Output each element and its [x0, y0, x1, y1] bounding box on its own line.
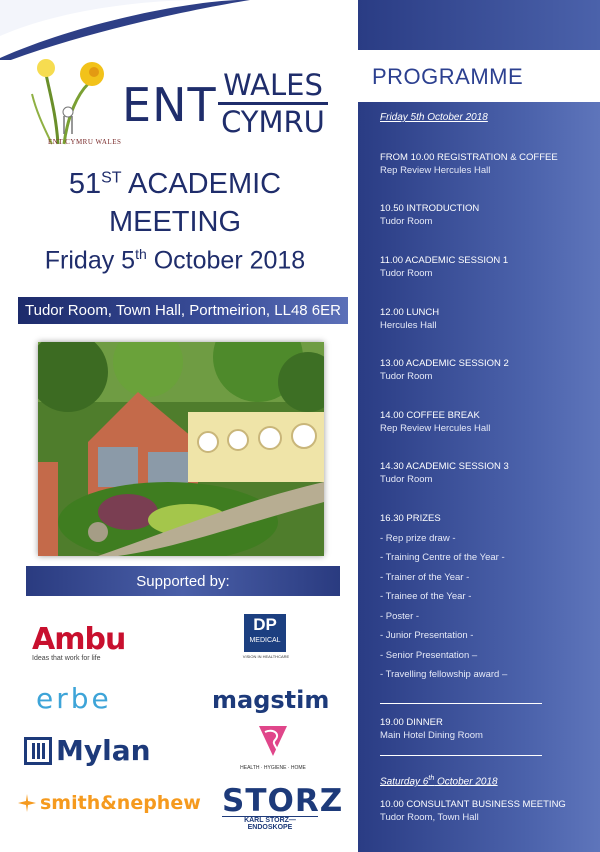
prize-item: - Senior Presentation –	[380, 650, 478, 661]
ambu-tagline: Ideas that work for life	[32, 655, 101, 662]
meeting-date-suffix: th	[135, 246, 147, 262]
item-session1-sub: Tudor Room	[380, 268, 433, 279]
venue-photo	[38, 342, 324, 556]
item-session3-head: 14.30 ACADEMIC SESSION 3	[380, 461, 509, 472]
dp-medical-box	[244, 614, 286, 652]
meeting-date	[0, 246, 350, 275]
ambu-wordmark: Ambu	[32, 622, 126, 657]
prize-item: - Poster -	[380, 611, 420, 622]
business-meeting-head: 10.00 CONSULTANT BUSINESS MEETING	[380, 799, 566, 810]
item-introduction-sub: Tudor Room	[380, 216, 433, 227]
ambu-logo	[32, 622, 125, 662]
meeting-date-day: Friday 5	[44, 246, 136, 275]
meeting-number-suffix: ST	[101, 169, 122, 187]
day1-date: Friday 5th October 2018	[380, 112, 488, 123]
storz-tagline: KARL STORZ—ENDOSKOPE	[222, 816, 318, 831]
item-registration-sub: Rep Review Hercules Hall	[380, 165, 491, 176]
dp-tagline: VISION IN HEALTHCARE	[242, 654, 290, 659]
cymru-word: CYMRU	[221, 105, 325, 139]
rb-swirl-icon	[253, 724, 293, 758]
prizes-head: 16.30 PRIZES	[380, 513, 441, 524]
item-lunch-sub: Hercules Hall	[380, 320, 437, 331]
venue-banner: Tudor Room, Town Hall, Portmeirion, LL48 6ER	[18, 297, 348, 324]
meeting-number: 51	[68, 168, 102, 200]
item-coffee-head: 14.00 COFFEE BREAK	[380, 410, 480, 421]
dinner-head: 19.00 DINNER	[380, 717, 443, 728]
day2-date-suffix: th	[428, 775, 435, 782]
dp-wordmark: DP	[253, 615, 277, 634]
storz-wordmark: STORZ	[222, 783, 344, 819]
programme-title: PROGRAMME	[372, 64, 524, 89]
mylan-icon	[24, 737, 52, 765]
health-hygiene-home-logo	[228, 724, 318, 771]
meeting-date-rest: October 2018	[153, 246, 306, 275]
header-swoosh	[0, 0, 360, 60]
prize-item: - Trainer of the Year -	[380, 572, 470, 583]
divider	[380, 703, 542, 704]
supported-by-banner: Supported by:	[26, 566, 340, 596]
prize-item: - Rep prize draw -	[380, 533, 456, 544]
day2-date-prefix: Saturday 6	[380, 776, 429, 788]
mylan-logo	[24, 734, 151, 767]
meeting-title-line1	[0, 168, 350, 201]
item-session3-sub: Tudor Room	[380, 474, 433, 485]
smith-nephew-logo	[18, 792, 201, 814]
item-lunch-head: 12.00 LUNCH	[380, 307, 440, 318]
item-session2-head: 13.00 ACADEMIC SESSION 2	[380, 358, 509, 369]
ent-wordmark: ENT	[122, 78, 217, 132]
item-coffee-sub: Rep Review Hercules Hall	[380, 423, 491, 434]
business-meeting-sub: Tudor Room, Town Hall	[380, 812, 479, 823]
prize-item: - Trainee of the Year -	[380, 591, 472, 602]
mylan-wordmark: Mylan	[56, 734, 151, 767]
day2-date	[380, 775, 498, 787]
prize-item: - Travelling fellowship award –	[380, 669, 508, 680]
sn-wordmark: smith&nephew	[40, 792, 201, 814]
item-session2-sub: Tudor Room	[380, 371, 433, 382]
day2-date-rest: October 2018	[434, 776, 498, 788]
daffodil-logo	[28, 54, 108, 146]
sn-star-icon	[18, 794, 36, 812]
prize-item: - Training Centre of the Year -	[380, 552, 505, 563]
item-introduction-head: 10.50 INTRODUCTION	[380, 203, 480, 214]
dinner-sub: Main Hotel Dining Room	[380, 730, 483, 741]
item-registration-head: FROM 10.00 REGISTRATION & COFFEE	[380, 152, 558, 163]
meeting-title-academic: ACADEMIC	[128, 168, 282, 200]
top-right-block	[358, 0, 600, 50]
dp-medical-logo	[242, 614, 290, 659]
erbe-logo: erbe	[36, 682, 112, 715]
magstim-logo: magstim	[212, 686, 330, 714]
programme-panel	[358, 102, 600, 852]
meeting-title-line2: MEETING	[108, 206, 242, 238]
logo-caption: ENT CYMRU WALES	[48, 138, 122, 146]
wales-cymru-wordmark	[218, 68, 328, 139]
prize-item: - Junior Presentation -	[380, 630, 474, 641]
item-session1-head: 11.00 ACADEMIC SESSION 1	[380, 255, 509, 266]
dp-medical-word: MEDICAL	[249, 637, 281, 644]
hhh-tagline: HEALTH · HYGIENE · HOME	[240, 765, 306, 771]
wales-word: WALES	[218, 68, 328, 105]
divider	[380, 755, 542, 756]
karl-storz-logo	[222, 783, 344, 831]
